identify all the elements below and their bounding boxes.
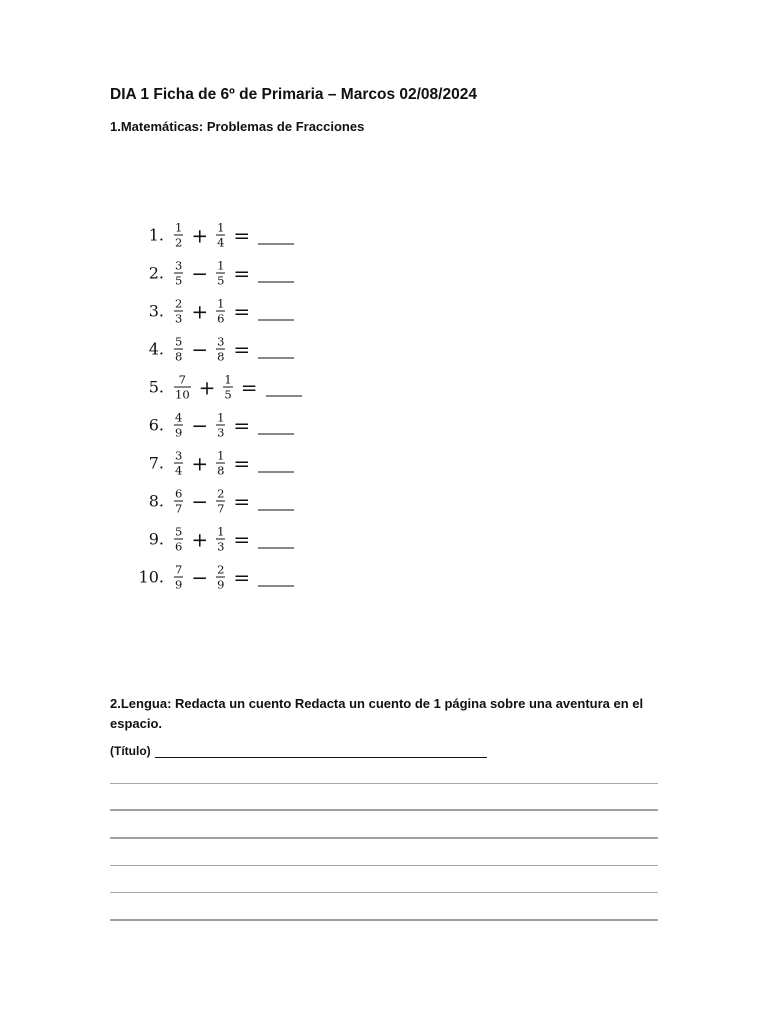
equals-sign: = [233,413,251,437]
problem-item [136,406,396,444]
denominator: 8 [217,463,225,478]
writing-line[interactable] [110,809,658,811]
numerator: 1 [217,410,225,425]
fraction [216,488,225,515]
fraction [174,526,183,553]
fraction [174,564,183,591]
numerator: 3 [175,448,183,463]
fraction [174,298,183,325]
fraction [216,222,225,249]
writing-line[interactable] [110,919,658,921]
numerator: 1 [217,524,225,539]
answer-blank[interactable] [258,268,294,283]
writing-line[interactable] [110,865,658,866]
problem-item [136,216,396,254]
equals-sign: = [233,261,251,285]
equals-sign: = [233,223,251,247]
numerator: 1 [224,372,232,387]
operator: − [191,413,209,437]
denominator: 9 [217,577,225,592]
page-title: DIA 1 Ficha de 6º de Primaria – Marcos 02/08/2024 [110,86,477,103]
writing-line[interactable] [110,783,658,784]
problem-number: 3. [148,301,164,321]
problem-item [136,558,396,596]
problem-expression [174,374,302,401]
numerator: 1 [175,220,183,235]
answer-blank[interactable] [258,534,294,549]
section-heading-matematicas: 1.Matemáticas: Problemas de Fracciones [110,119,365,134]
operator: + [191,451,209,475]
operator: + [191,299,209,323]
answer-blank[interactable] [258,420,294,435]
denominator: 6 [217,311,225,326]
answer-blank[interactable] [258,458,294,473]
numerator: 3 [175,258,183,273]
equals-sign: = [233,337,251,361]
answer-blank[interactable] [258,344,294,359]
denominator: 7 [175,501,183,516]
equals-sign: = [240,375,258,399]
problem-number: 9. [148,529,164,549]
problem-expression [174,564,294,591]
denominator: 3 [175,311,183,326]
problem-number: 10. [138,567,164,587]
fraction [223,374,232,401]
numerator: 2 [217,486,225,501]
fraction-problems-list [136,216,396,596]
equals-sign: = [233,565,251,589]
problem-item [136,482,396,520]
fraction [216,298,225,325]
denominator: 9 [175,425,183,440]
denominator: 7 [217,501,225,516]
problem-item [136,520,396,558]
denominator: 10 [175,387,190,402]
fraction [216,450,225,477]
fraction [174,412,183,439]
numerator: 6 [175,486,183,501]
problem-expression [174,298,294,325]
problem-item [136,330,396,368]
operator: − [191,337,209,361]
problem-expression [174,412,294,439]
fraction [216,412,225,439]
denominator: 5 [224,387,232,402]
problem-expression [174,488,294,515]
denominator: 5 [217,273,225,288]
problem-item [136,368,396,406]
problem-number: 4. [148,339,164,359]
fraction [216,260,225,287]
problem-number: 5. [148,377,164,397]
problem-expression [174,222,294,249]
operator: + [191,527,209,551]
denominator: 9 [175,577,183,592]
fraction [174,488,183,515]
writing-line[interactable] [110,837,658,839]
equals-sign: = [233,527,251,551]
answer-blank[interactable] [266,382,302,397]
problem-number: 8. [148,491,164,511]
denominator: 2 [175,235,183,250]
fraction [174,260,183,287]
numerator: 1 [217,448,225,463]
problem-number: 7. [148,453,164,473]
numerator: 1 [217,258,225,273]
operator: − [191,261,209,285]
title-field [110,744,487,758]
equals-sign: = [233,299,251,323]
title-label: (Título) [110,744,151,758]
fraction [174,450,183,477]
fraction [174,336,183,363]
fraction [174,374,191,401]
numerator: 7 [175,562,183,577]
denominator: 6 [175,539,183,554]
equals-sign: = [233,451,251,475]
title-blank-line[interactable] [155,745,487,758]
problem-expression [174,450,294,477]
denominator: 4 [175,463,183,478]
problem-number: 1. [148,225,164,245]
numerator: 1 [217,296,225,311]
problem-item [136,444,396,482]
numerator: 4 [175,410,183,425]
fraction [216,526,225,553]
fraction [216,564,225,591]
answer-blank[interactable] [258,306,294,321]
writing-line[interactable] [110,892,658,893]
operator: + [191,223,209,247]
answer-blank[interactable] [258,496,294,511]
problem-number: 6. [148,415,164,435]
problem-expression [174,260,294,287]
denominator: 4 [217,235,225,250]
problem-expression [174,526,294,553]
problem-number: 2. [148,263,164,283]
numerator: 2 [175,296,183,311]
numerator: 1 [217,220,225,235]
numerator: 5 [175,334,183,349]
numerator: 7 [178,372,186,387]
denominator: 8 [175,349,183,364]
numerator: 5 [175,524,183,539]
section-heading-lengua: 2.Lengua: Redacta un cuento Redacta un cuento de 1 página sobre una aventura en el espacio. [110,696,644,731]
answer-blank[interactable] [258,572,294,587]
answer-blank[interactable] [258,230,294,245]
denominator: 3 [217,425,225,440]
operator: − [191,489,209,513]
problem-item [136,254,396,292]
problem-item [136,292,396,330]
numerator: 3 [217,334,225,349]
fraction [174,222,183,249]
operator: + [198,375,216,399]
denominator: 3 [217,539,225,554]
problem-expression [174,336,294,363]
equals-sign: = [233,489,251,513]
operator: − [191,565,209,589]
denominator: 5 [175,273,183,288]
numerator: 2 [217,562,225,577]
denominator: 8 [217,349,225,364]
fraction [216,336,225,363]
